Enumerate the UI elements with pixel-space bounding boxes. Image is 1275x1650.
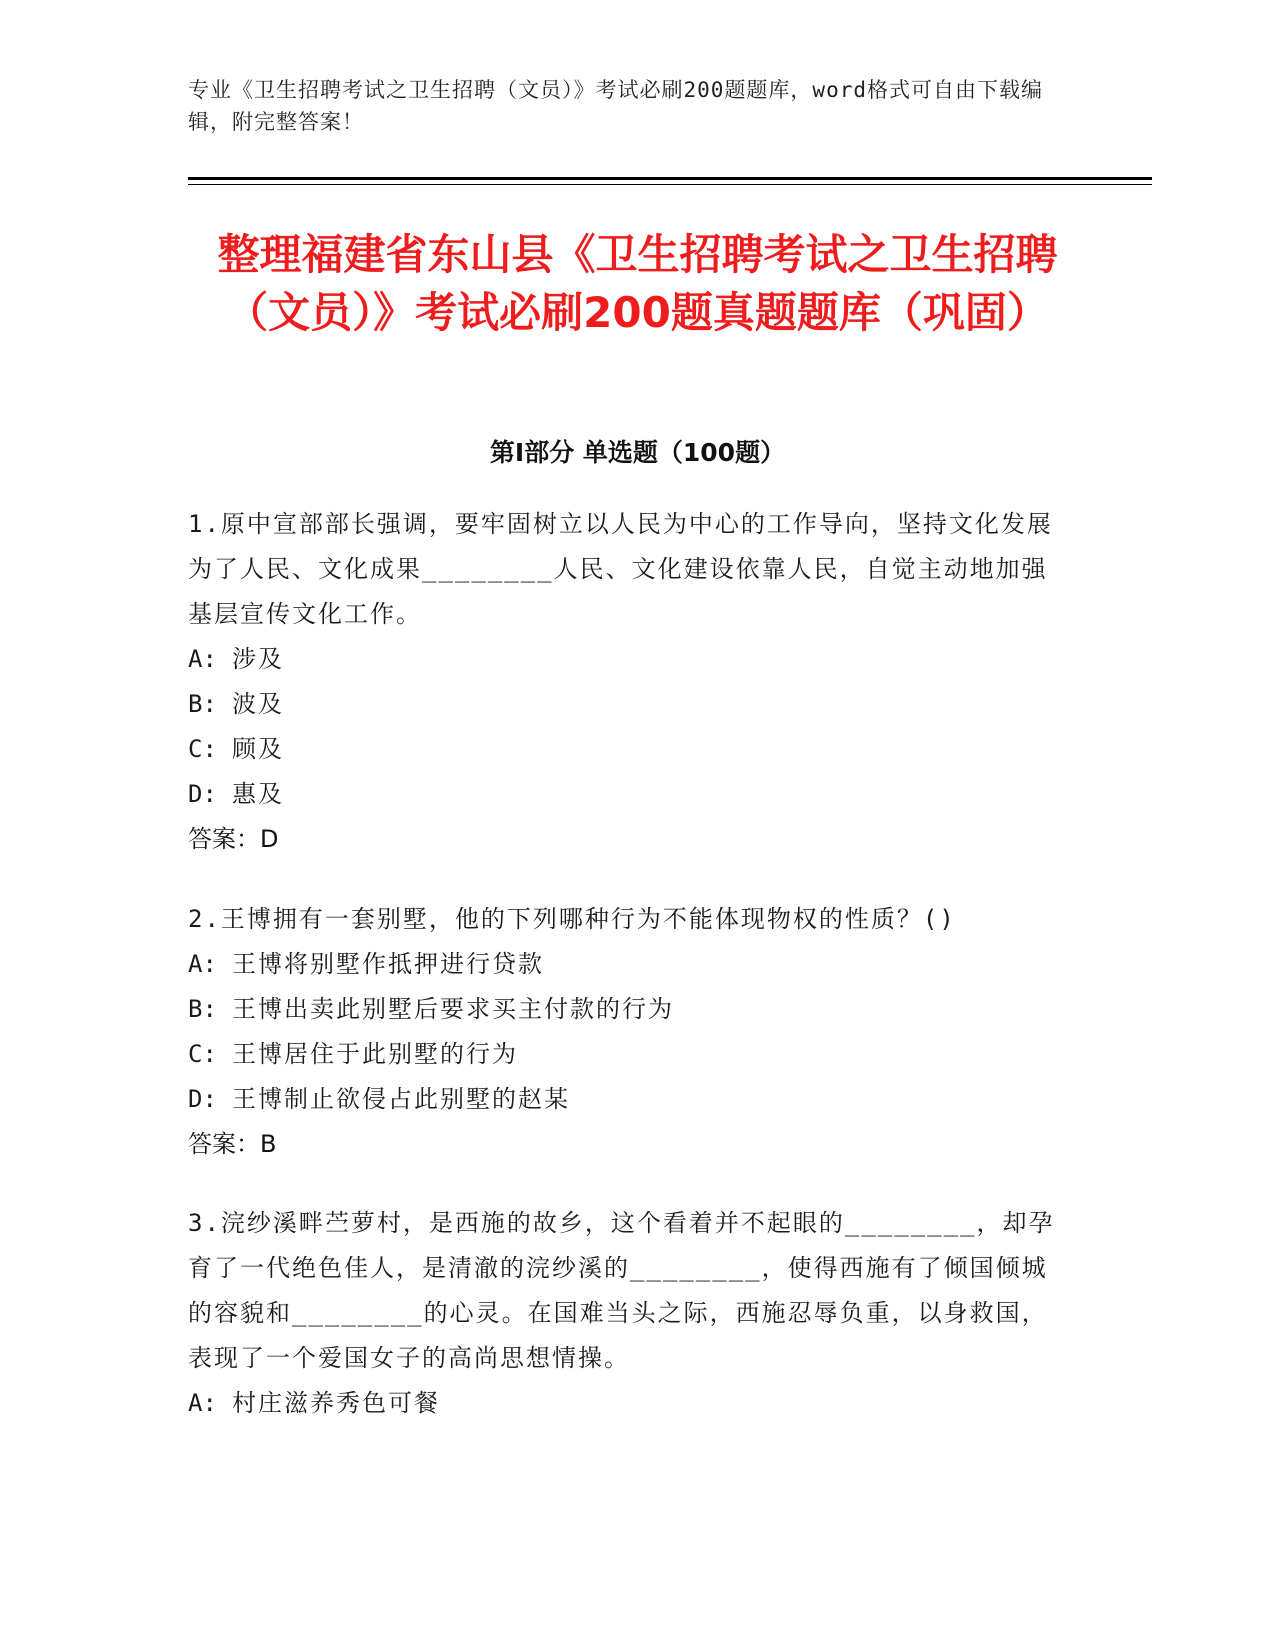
header-divider-thick: [188, 177, 1152, 180]
document-title: 整理福建省东山县《卫生招聘考试之卫生招聘（文员）》考试必刷200题真题题库（巩固）: [217, 230, 1058, 337]
answer-line: 答案：B: [188, 1130, 277, 1158]
option-text: 王博将别墅作抵押进行贷款: [232, 950, 544, 978]
option-c: [188, 727, 1058, 772]
question-stem: 3.浣纱溪畔苎萝村，是西施的故乡，这个看着并不起眼的________，却孕育了一代绝色佳人，是清澈的浣纱溪的________，使得西施有了倾国倾城的容貌和________的心灵。在国难当头之际，西施忍辱负重，以身救国，表现了一个爱国女子的高尚思想情操。: [188, 1209, 1055, 1372]
question-stem: 2.王博拥有一套别墅，他的下列哪种行为不能体现物权的性质？(): [188, 905, 956, 933]
option-a: [188, 637, 1058, 682]
option-key: B:: [188, 690, 217, 718]
header-divider-thin: [188, 184, 1152, 185]
option-d: [188, 772, 1058, 817]
option-key: D:: [188, 780, 217, 808]
option-key: A:: [188, 950, 217, 978]
option-text: 王博居住于此别墅的行为: [232, 1040, 518, 1068]
option-text: 顾及: [232, 735, 284, 763]
answer-line: 答案：D: [188, 825, 279, 853]
option-b: [188, 682, 1058, 727]
option-key: D:: [188, 1085, 217, 1113]
option-a: [188, 942, 1058, 987]
option-text: 王博制止欲侵占此别墅的赵某: [232, 1085, 570, 1113]
option-key: C:: [188, 1040, 217, 1068]
question-2: [188, 897, 1058, 1167]
option-key: A:: [188, 645, 217, 673]
option-d: [188, 1077, 1058, 1122]
option-a: [188, 1381, 1058, 1426]
option-c: [188, 1032, 1058, 1077]
option-key: C:: [188, 735, 217, 763]
option-text: 惠及: [232, 780, 284, 808]
option-text: 波及: [232, 690, 284, 718]
question-3: [188, 1201, 1058, 1426]
option-text: 王博出卖此别墅后要求买主付款的行为: [232, 995, 674, 1023]
option-text: 涉及: [232, 645, 284, 673]
section-title: 第Ⅰ部分 单选题（100题）: [489, 438, 786, 467]
question-1: [188, 502, 1058, 862]
option-text: 村庄滋养秀色可餐: [232, 1389, 440, 1417]
question-stem: 1.原中宣部部长强调，要牢固树立以人民为中心的工作导向，坚持文化发展为了人民、文化成果________人民、文化建设依靠人民，自觉主动地加强基层宣传文化工作。: [188, 510, 1053, 628]
option-key: B:: [188, 995, 217, 1023]
option-key: A:: [188, 1389, 217, 1417]
header-note: 专业《卫生招聘考试之卫生招聘（文员）》考试必刷200题题库，word格式可自由下载编辑，附完整答案！: [188, 78, 1043, 134]
option-b: [188, 987, 1058, 1032]
